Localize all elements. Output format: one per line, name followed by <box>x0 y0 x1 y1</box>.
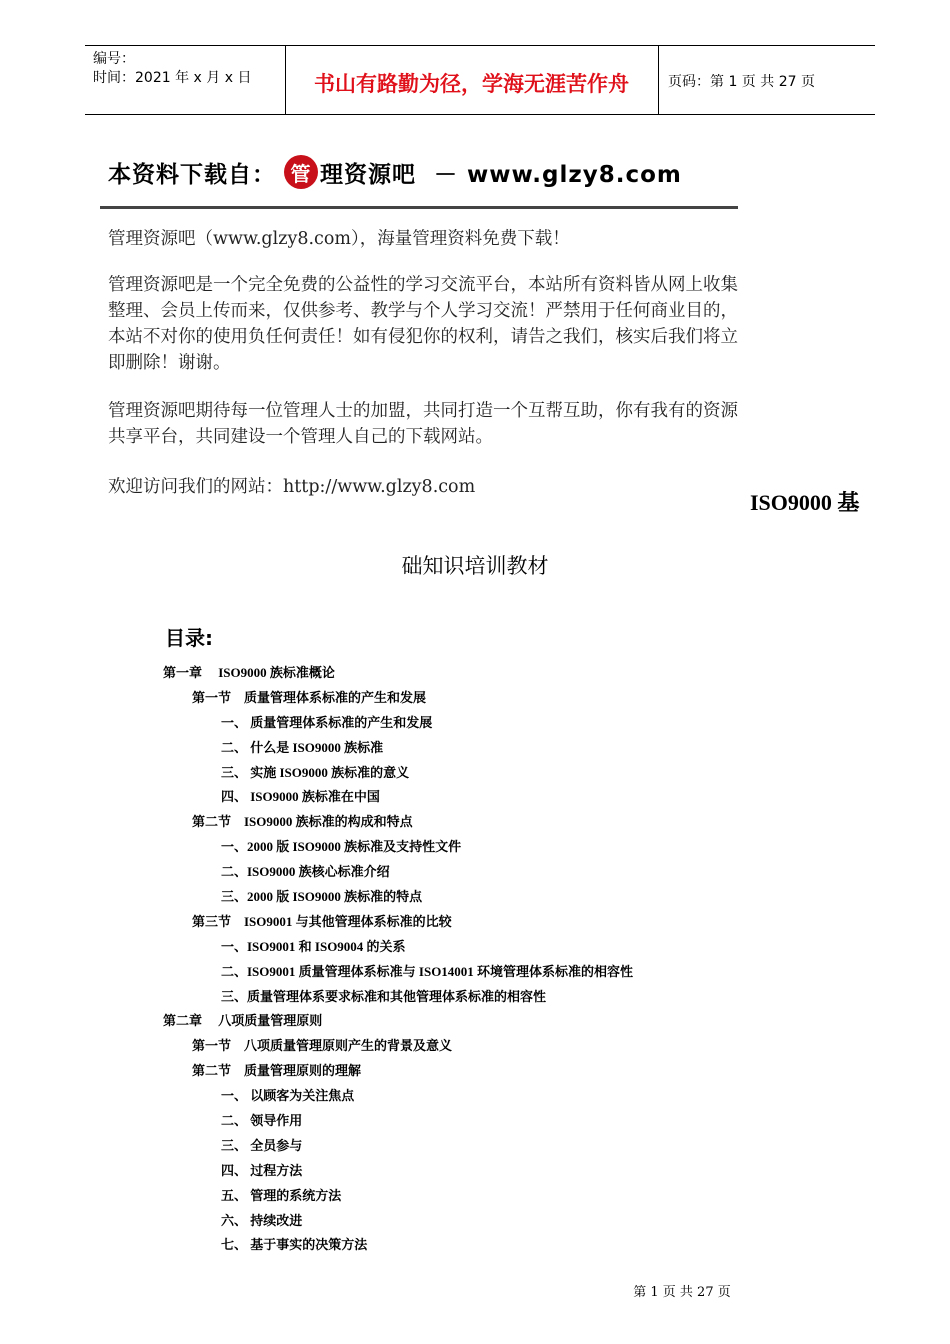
toc-entry: 第二章 八项质量管理原则 <box>163 1013 323 1029</box>
intro-paragraph: 管理资源吧是一个完全免费的公益性的学习交流平台，本站所有资料皆从网上收集整理、会员上传而来，仅供参考、教学与个人学习交流！严禁用于任何商业目的，本站不对你的使用负任何责任！如有侵犯你的权利，请告之我们，核实后我们将立即删除！谢谢。 <box>108 275 738 373</box>
page-header <box>85 45 875 115</box>
toc-entry: 三、 实施 ISO9000 族标准的意义 <box>221 764 410 780</box>
toc-entry: 第三节 ISO9001 与其他管理体系标准的比较 <box>192 913 452 929</box>
toc-entry: 第一章 ISO9000 族标准概论 <box>163 665 335 680</box>
intro-paragraph: 管理资源吧期待每一位管理人士的加盟，共同打造一个互帮互助，你有我有的资源共享平台，共同建设一个管理人自己的下载网站。 <box>108 401 738 447</box>
toc-entry: 一、 质量管理体系标准的产生和发展 <box>221 714 433 730</box>
toc-entry: 二、ISO9000 族核心标准介绍 <box>221 864 390 880</box>
toc-entry: 五、 管理的系统方法 <box>221 1187 342 1203</box>
banner-site: － www.glzy8.com <box>434 161 682 188</box>
toc-entry: 七、 基于事实的决策方法 <box>221 1237 368 1253</box>
toc-entry: 二、 什么是 ISO9000 族标准 <box>221 739 384 755</box>
table-of-contents <box>163 661 633 1258</box>
intro-website: 欢迎访问我们的网站：http://www.glzy8.com <box>108 477 476 497</box>
doc-title-part2: 础知识培训教材 <box>401 554 549 578</box>
toc-entry: 一、ISO9001 和 ISO9004 的关系 <box>221 938 406 954</box>
toc-heading: 目录: <box>165 626 213 650</box>
banner-divider <box>100 206 738 209</box>
page-footer: 第 1 页 共 27 页 <box>633 1285 731 1300</box>
toc-entry: 四、 过程方法 <box>221 1162 303 1178</box>
number-label: 编号： <box>93 51 135 67</box>
site-logo-icon: 管 <box>284 155 318 189</box>
banner-prefix: 本资料下载自： <box>108 161 276 188</box>
toc-entry: 四、 ISO9000 族标准在中国 <box>221 789 380 805</box>
header-motto: 书山有路勤为径，学海无涯苦作舟 <box>314 72 629 96</box>
toc-entry: 第一节 八项质量管理原则产生的背景及意义 <box>192 1038 453 1054</box>
toc-entry: 一、 以顾客为关注焦点 <box>221 1088 355 1104</box>
header-page-info: 页码：第 1 页 共 27 页 <box>668 74 815 90</box>
header-divider <box>658 46 659 114</box>
toc-entry: 三、2000 版 ISO9000 族标准的特点 <box>221 889 423 905</box>
download-banner <box>108 150 682 194</box>
toc-entry: 二、 领导作用 <box>221 1113 303 1129</box>
toc-entry: 三、质量管理体系要求标准和其他管理体系标准的相容性 <box>221 988 547 1004</box>
time-label: 时间：2021 年 x 月 x 日 <box>93 70 252 86</box>
doc-title-part1: ISO9000 基 <box>750 490 860 515</box>
toc-entry: 六、 持续改进 <box>221 1212 303 1228</box>
header-meta <box>93 50 251 88</box>
banner-name: 理资源吧 <box>320 161 416 188</box>
toc-entry: 第一节 质量管理体系标准的产生和发展 <box>192 689 427 705</box>
toc-entry: 一、2000 版 ISO9000 族标准及支持性文件 <box>221 839 462 855</box>
toc-entry: 二、ISO9001 质量管理体系标准与 ISO14001 环境管理体系标准的相容性 <box>221 963 634 979</box>
intro-paragraph: 管理资源吧（www.glzy8.com），海量管理资料免费下载！ <box>108 229 570 249</box>
toc-entry: 第二节 质量管理原则的理解 <box>192 1063 362 1079</box>
toc-entry: 第二节 ISO9000 族标准的构成和特点 <box>192 814 413 830</box>
toc-entry: 三、 全员参与 <box>221 1137 303 1153</box>
